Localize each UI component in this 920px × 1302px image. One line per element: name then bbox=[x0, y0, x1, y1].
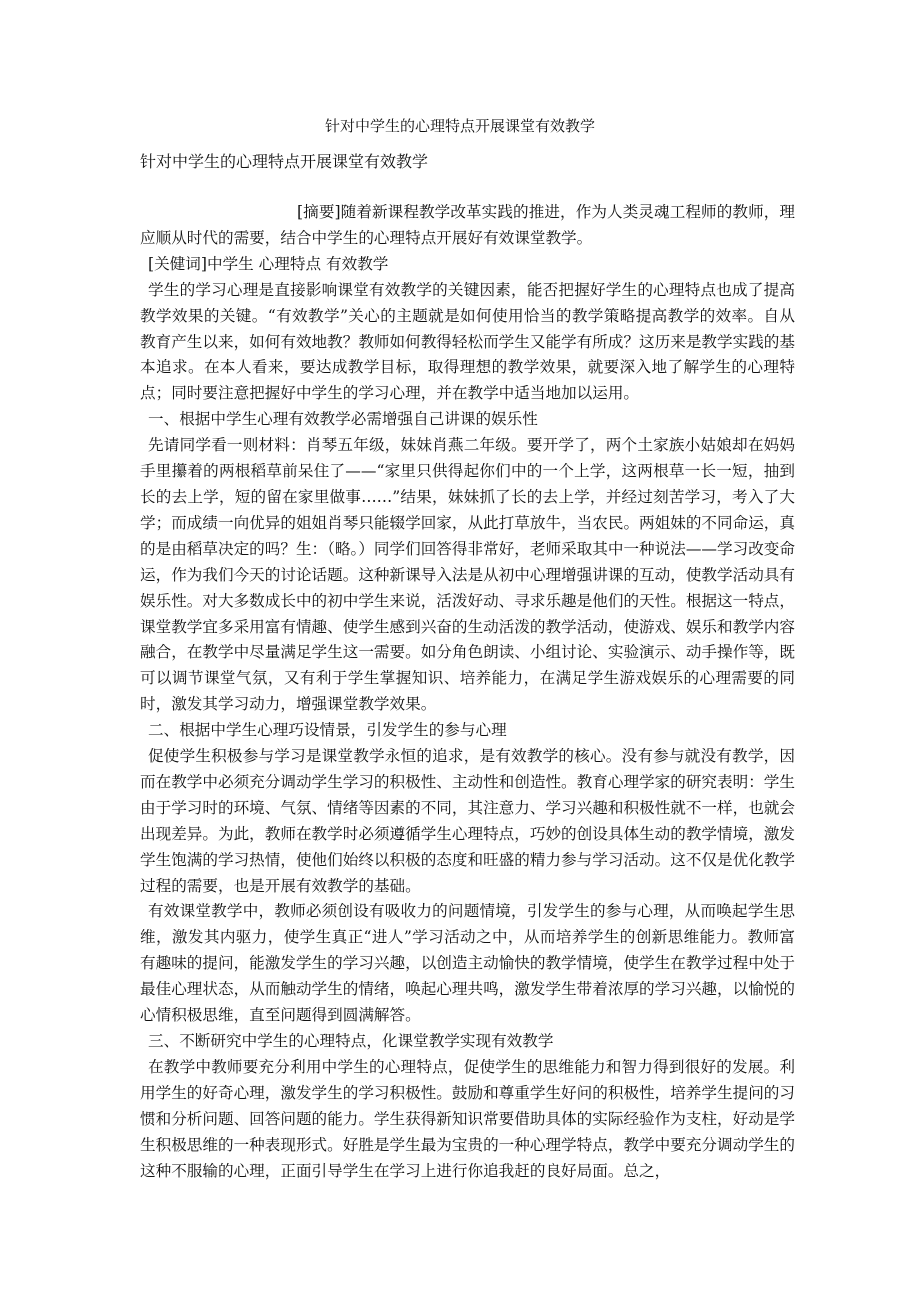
section-3-heading: 三、不断研究中学生的心理特点，化课堂教学实现有效教学 bbox=[148, 1032, 554, 1050]
document-body bbox=[140, 200, 795, 1184]
section-2-paragraph-2: 有效课堂教学中，教师必须创设有吸收力的问题情境，引发学生的参与心理，从而唤起学生思维，激发其内驱力，使学生真正“进人”学习活动之中，从而培养学生的创新思维能力。教师富有趣味的提问，能激发学生的学习兴趣，以创造主动愉快的教学情境，使学生在教学过程中处于最佳心理状态，从而触动学生的情绪，唤起心理共鸣，激发学生带着浓厚的学习兴趣，以愉悦的心情积极思维，直至问题得到圆满解答。 bbox=[140, 902, 795, 1025]
abstract-paragraph: [摘要]随着新课程教学改革实践的推进，作为人类灵魂工程师的教师，理应顺从时代的需要，结合中学生的心理特点开展好有效课堂教学。 bbox=[140, 203, 795, 247]
section-2-paragraph-1: 促使学生积极参与学习是课堂教学永恒的追求，是有效教学的核心。没有参与就没有教学，因而在教学中必须充分调动学生学习的积极性、主动性和创造性。教育心理学家的研究表明：学生由于学习时的环境、气氛、情绪等因素的不同，其注意力、学习兴趣和积极性就不一样，也就会出现差异。为此，教师在教学时必须遵循学生心理特点，巧妙的创设具体生动的教学情境，激发学生饱满的学习热情，使他们始终以积极的态度和旺盛的精力参与学习活动。这不仅是优化教学过程的需要，也是开展有效教学的基础。 bbox=[140, 747, 795, 895]
section-2-heading: 二、根据中学生心理巧设情景，引发学生的参与心理 bbox=[148, 721, 507, 740]
section-1-paragraph: 先请同学看一则材料：肖琴五年级，妹妹肖燕二年级。要开学了，两个土家族小姑娘却在妈妈手里攥着的两根稻草前呆住了——“家里只供得起你们中的一个上学，这两根草一长一短，抽到长的去上学，短的留在家里做事……”结果，妹妹抓了长的去上学，并经过刻苦学习，考入了大学；而成绩一向优异的姐姐肖琴只能辍学回家，从此打草放牛，当农民。两姐妹的不同命运，真的是由稻草决定的吗？生：（略。）同学们回答得非常好，老师采取其中一种说法——学习改变命运，作为我们今天的讨论话题。这种新课导入法是从初中心理增强讲课的互动，使教学活动具有娱乐性。对大多数成长中的初中学生来说，活泼好动、寻求乐趣是他们的天性。根据这一特点，课堂教学宜多采用富有情趣、使学生感到兴奋的生动活泼的教学活动，使游戏、娱乐和教学内容融合，在教学中尽量满足学生这一需要。如分角色朗读、小组讨论、实验演示、动手操作等，既可以调节课堂气氛，又有利于学生掌握知识、培养能力，在满足学生游戏娱乐的心理需要的同时，激发其学习动力，增强课堂教学效果。 bbox=[140, 436, 795, 714]
section-1-heading: 一、根据中学生心理有效教学必需增强自己讲课的娱乐性 bbox=[148, 410, 538, 429]
document-title: 针对中学生的心理特点开展课堂有效教学 bbox=[324, 117, 595, 135]
intro-paragraph: 学生的学习心理是直接影响课堂有效教学的关键因素，能否把握好学生的心理特点也成了提高教学效果的关键。“有效教学”关心的主题就是如何使用恰当的教学策略提高教学的效率。自从教育产生以来，如何有效地教？教师如何教得轻松而学生又能学有所成？这历来是教学实践的基本追求。在本人看来，要达成教学目标，取得理想的教学效果，就要深入地了解学生的心理特点；同时要注意把握好中学生的学习心理，并在教学中适当地加以运用。 bbox=[140, 280, 795, 403]
document-subtitle: 针对中学生的心理特点开展课堂有效教学 bbox=[140, 152, 429, 171]
keywords-line: [关健词]中学生 心理特点 有效教学 bbox=[148, 254, 389, 273]
section-3-paragraph: 在教学中教师要充分利用中学生的心理特点，促使学生的思维能力和智力得到很好的发展。利用学生的好奇心理，激发学生的学习积极性。鼓励和尊重学生好问的积极性，培养学生提问的习惯和分析问题、回答问题的能力。学生获得新知识常要借助具体的实际经验作为支柱，好动是学生积极思维的一种表现形式。好胜是学生最为宝贵的一种心理学特点，教学中要充分调动学生的这种不服输的心理，正面引导学生在学习上进行你追我赶的良好局面。总之， bbox=[140, 1057, 795, 1180]
